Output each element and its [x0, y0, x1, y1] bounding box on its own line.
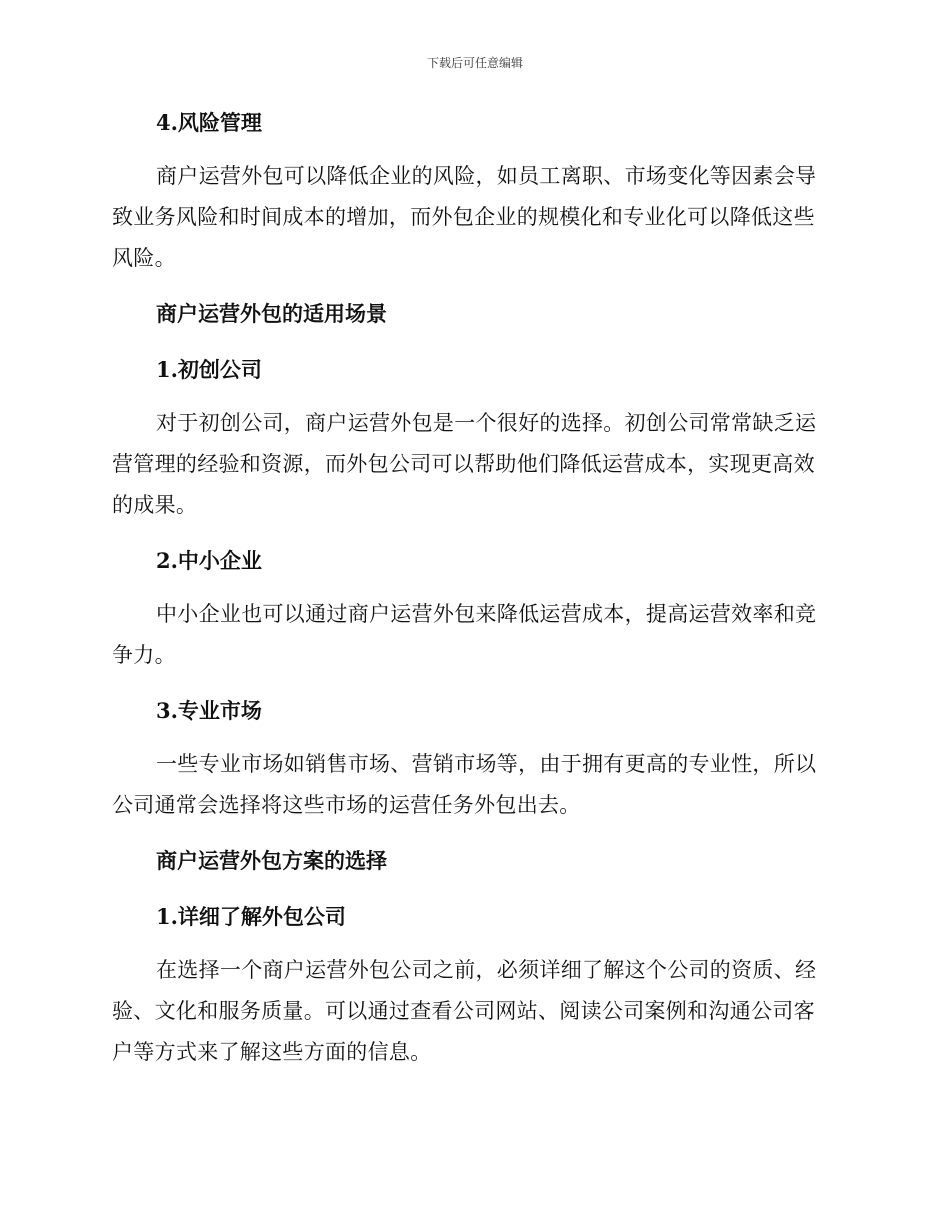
- section-heading-risk-management: 4.风险管理: [156, 110, 262, 135]
- paragraph-professional-markets: 一些专业市场如销售市场、营销市场等，由于拥有更高的专业性，所以公司通常会选择将这些市场的运营任务外包出去。: [112, 752, 817, 817]
- page-header-note: 下载后可任意编辑: [426, 56, 523, 70]
- paragraph-risk-management: 商户运营外包可以降低企业的风险，如员工离职、市场变化等因素会导致业务风险和时间成本的增加，而外包企业的规模化和专业化可以降低这些风险。: [112, 164, 817, 270]
- section-heading-solution-selection: 商户运营外包方案的选择: [156, 848, 387, 873]
- section-heading-know-outsourcer: 1.详细了解外包公司: [156, 904, 346, 929]
- section-heading-startups: 1.初创公司: [156, 357, 262, 382]
- section-heading-applicable-scenarios: 商户运营外包的适用场景: [156, 301, 387, 326]
- paragraph-know-outsourcer: 在选择一个商户运营外包公司之前，必须详细了解这个公司的资质、经验、文化和服务质量。可以通过查看公司网站、阅读公司案例和沟通公司客户等方式来了解这些方面的信息。: [112, 958, 817, 1064]
- document-body: [112, 108, 832, 1073]
- paragraph-smes: 中小企业也可以通过商户运营外包来降低运营成本，提高运营效率和竞争力。: [112, 602, 817, 667]
- section-heading-professional-markets: 3.专业市场: [156, 698, 262, 723]
- paragraph-startups: 对于初创公司，商户运营外包是一个很好的选择。初创公司常常缺乏运营管理的经验和资源，而外包公司可以帮助他们降低运营成本，实现更高效的成果。: [112, 411, 817, 517]
- section-heading-smes: 2.中小企业: [156, 548, 262, 573]
